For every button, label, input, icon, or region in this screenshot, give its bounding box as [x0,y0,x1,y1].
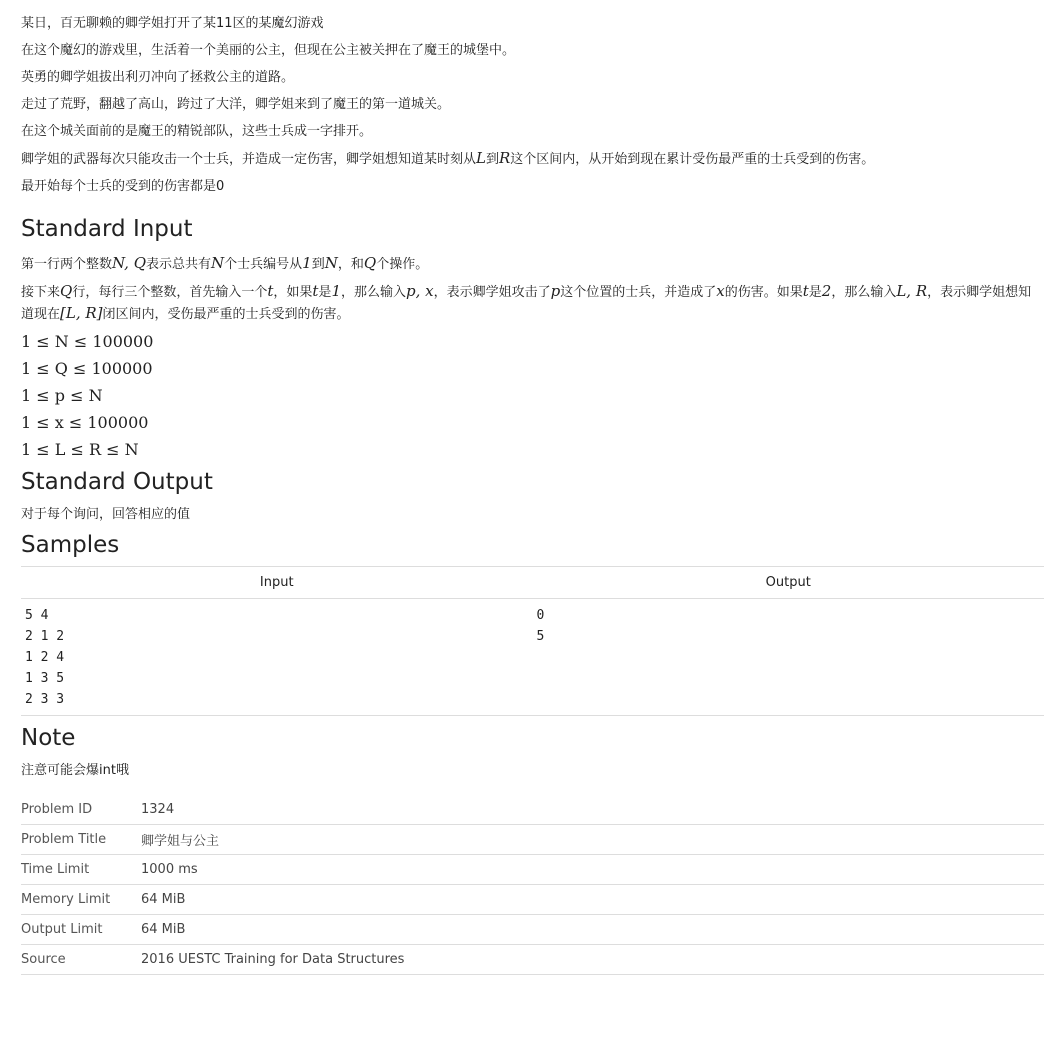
sample-input-text[interactable]: 5 4 2 1 2 1 2 4 1 3 5 2 3 3 [25,608,65,707]
section-heading-note: Note [21,725,76,751]
note-text: 注意可能会爆int哦 [21,763,129,778]
meta-row [21,855,1044,885]
text-fragment: ，如果 [273,285,313,300]
problem-description [21,10,1044,200]
constraint-line: 1 ≤ x ≤ 100000 [21,413,149,432]
math-var: N [324,254,338,272]
meta-value: 64 MiB [141,915,1044,945]
text-fragment: ，表示卿学姐攻击了 [433,285,551,300]
input-line [21,278,1044,328]
meta-value: 1000 ms [141,855,1044,885]
math-var: x [716,282,725,300]
math-var: t [802,282,809,300]
meta-key: Source [21,945,141,975]
description-line: 在这个魔幻的游戏里，生活着一个美丽的公主，但现在公主被关押在了魔王的城堡中。 [21,43,516,58]
math-var: N [211,254,225,272]
meta-value: 2016 UESTC Training for Data Structures [141,945,1044,975]
text-fragment: 个士兵编号从 [224,257,303,272]
text-fragment: 个操作。 [376,257,429,272]
samples-row [21,599,1044,716]
input-section [21,250,1044,463]
problem-meta-table [21,795,1044,975]
samples-input-header: Input [21,567,533,599]
text-fragment: 是 [318,285,332,300]
math-var: t [312,282,319,300]
description-line [21,145,1044,173]
input-line [21,250,1044,278]
math-var: p [550,282,561,300]
sample-input-cell [21,599,533,716]
meta-key: Problem ID [21,795,141,825]
meta-key: Output Limit [21,915,141,945]
constraint-line: 1 ≤ L ≤ R ≤ N [21,440,139,459]
math-num: 1 [302,254,312,272]
text-fragment: ，和 [337,257,364,272]
math-var: L [476,149,486,167]
samples-header-row [21,567,1044,599]
text-fragment: 闭区间内，受伤最严重的士兵受到的伤害。 [102,307,350,322]
description-line: 在这个城关面前的是魔王的精锐部队，这些士兵成一字排开。 [21,124,373,139]
meta-key: Time Limit [21,855,141,885]
constraint-line: 1 ≤ Q ≤ 100000 [21,359,153,378]
text-fragment: 接下来 [21,285,61,300]
meta-value: 1324 [141,795,1044,825]
text-fragment: 这个位置的士兵，并造成了 [560,285,717,300]
description-line: 英勇的卿学姐拔出利刃冲向了拯救公主的道路。 [21,70,295,85]
math-num: 1 [331,282,341,300]
text-fragment: ，那么输入 [831,285,897,300]
text-fragment: ，那么输入 [340,285,406,300]
meta-value: 卿学姐与公主 [141,825,1044,855]
text-fragment: 是 [808,285,822,300]
description-line: 走过了荒野，翻越了高山，跨过了大洋，卿学姐来到了魔王的第一道城关。 [21,97,451,112]
math-var: p, x [406,282,434,300]
text-fragment: 这个区间内，从开始到现在累计受伤最严重的士兵受到的伤害。 [510,152,875,167]
section-heading-output: Standard Output [21,469,213,495]
meta-key: Memory Limit [21,885,141,915]
meta-row [21,885,1044,915]
sample-output-cell [533,599,1045,716]
meta-key: Problem Title [21,825,141,855]
meta-row [21,915,1044,945]
meta-value: 64 MiB [141,885,1044,915]
text-fragment: 行，每行三个整数，首先输入一个 [72,285,268,300]
math-var: t [267,282,274,300]
output-section [21,503,1044,527]
meta-row [21,825,1044,855]
section-heading-samples: Samples [21,532,120,558]
meta-row [21,945,1044,975]
text-fragment: 第一行两个整数 [21,257,113,272]
math-var: L, R [896,282,928,300]
text-fragment: ，表示卿学姐想知道现在 [21,285,1032,322]
math-var: [L, R] [60,304,103,322]
text-fragment: 的伤害。如果 [724,285,803,300]
math-var: Q [60,282,73,300]
section-heading-input: Standard Input [21,216,193,242]
math-num: 2 [821,282,832,300]
math-var: R [499,149,511,167]
description-line: 某日，百无聊赖的卿学姐打开了某11区的某魔幻游戏 [21,16,324,31]
constraint-line: 1 ≤ p ≤ N [21,386,103,405]
sample-output-text[interactable]: 0 5 [536,608,545,644]
math-var: N, Q [112,254,147,272]
meta-row [21,795,1044,825]
math-var: Q [363,254,377,272]
text-fragment: 到 [485,152,499,167]
text-fragment: 表示总共有 [146,257,212,272]
constraint-line: 1 ≤ N ≤ 100000 [21,332,154,351]
text-fragment: 卿学姐的武器每次只能攻击一个士兵，并造成一定伤害，卿学姐想知道某时刻从 [21,152,477,167]
description-line: 最开始每个士兵的受到的伤害都是0 [21,179,225,194]
samples-output-header: Output [533,567,1045,599]
output-text: 对于每个询问，回答相应的值 [21,507,191,522]
text-fragment: 到 [311,257,325,272]
samples-table [21,566,1044,716]
